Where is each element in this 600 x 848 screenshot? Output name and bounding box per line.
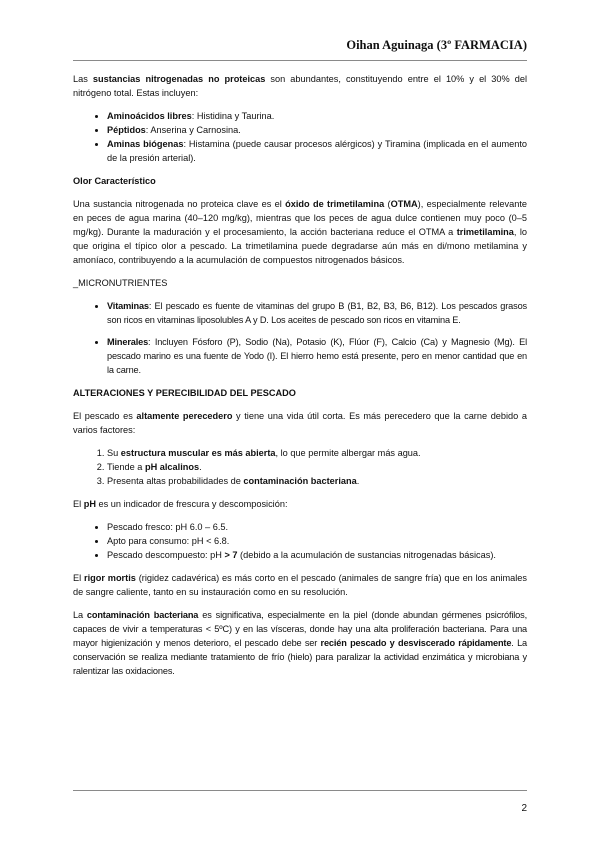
list-item: • Minerales: Incluyen Fósforo (P), Sodio (Na), Potasio (K), Flúor (F), Calcio (Ca) y Magnesio (Mg). El pescado marino es una fuente de Yodo (I). El hierro hemo está presente, pero en menor cantidad que en la carne. [107, 335, 527, 377]
list-item: • Pescado descompuesto: pH > 7 (debido a la acumulación de sustancias nitrogenadas básicas). [107, 548, 527, 562]
page-body [73, 72, 527, 687]
intro-paragraph: Las sustancias nitrogenadas no proteicas son abundantes, constituyendo entre el 10% y el 30% del nitrógeno total. Estas incluyen: [73, 74, 527, 98]
contaminacion-paragraph: La contaminación bacteriana es significativa, especialmente en la piel (donde abundan gérmenes psicrófilos, capaces de vivir a temperaturas < 5ºC) y en las vísceras, donde hay una alta proliferación bacteriana. Para una mayor higienización y menos deterioro, el pescado debe ser recién pescado y desviscerado rápidamente. La conservación se realiza mediante tratamiento de frío (hielo) para paralizar la actividad enzimática y microbiana y ralentizar las oxidaciones. [73, 610, 527, 676]
ph-paragraph: El pH es un indicador de frescura y descomposición: [73, 499, 288, 509]
section-heading-alteraciones: ALTERACIONES Y PERECIBILIDAD DEL PESCADO [73, 388, 296, 398]
list-item: • Aminas biógenas: Histamina (puede causar procesos alérgicos) y Tiramina (implicada en el aumento de la presión arterial). [107, 137, 527, 165]
list-item: • Aminoácidos libres: Histidina y Taurina. [107, 109, 527, 123]
list-item: 2. Tiende a pH alcalinos. [107, 460, 527, 474]
rigor-mortis-paragraph: El rigor mortis (rigidez cadavérica) es más corto en el pescado (animales de sangre fría) que en los animales de sangre caliente, tanto en su instauración como en su resolución. [73, 573, 527, 597]
perishability-factors-list [73, 446, 527, 488]
document-header-author: Oihan Aguinaga (3º FARMACIA) [346, 38, 527, 52]
section-heading-micronutrientes: _MICRONUTRIENTES [73, 278, 168, 288]
ph-values-list [73, 520, 527, 562]
list-item: • Pescado fresco: pH 6.0 – 6.5. [107, 520, 527, 534]
nitrogen-compounds-list [73, 109, 527, 165]
list-item: 3. Presenta altas probabilidades de contaminación bacteriana. [107, 474, 527, 488]
footer-divider [73, 790, 527, 791]
list-item: • Péptidos: Anserina y Carnosina. [107, 123, 527, 137]
section-heading-olor: Olor Característico [73, 176, 156, 186]
list-item: 1. Su estructura muscular es más abierta, lo que permite albergar más agua. [107, 446, 527, 460]
perecibilidad-paragraph: El pescado es altamente perecedero y tiene una vida útil corta. Es más perecedero que la carne debido a varios factores: [73, 411, 527, 435]
header-divider [73, 60, 527, 61]
list-item: • Vitaminas: El pescado es fuente de vitaminas del grupo B (B1, B2, B3, B6, B12). Los pescados grasos son ricos en vitaminas liposolubles A y D. Los aceites de pescado son ricos en vitamina E. [107, 299, 527, 327]
micronutrients-list [73, 299, 527, 377]
list-item: • Apto para consumo: pH < 6.8. [107, 534, 527, 548]
olor-paragraph: Una sustancia nitrogenada no proteica clave es el óxido de trimetilamina (OTMA), especialmente relevante en peces de agua marina (40–120 mg/kg), mientras que los peces de agua dulce contienen muy poco (0–5 mg/kg). Durante la maduración y el procesamiento, la acción bacteriana reduce el OTMA a trimetilamina, lo que origina el típico olor a pescado. La trimetilamina puede degradarse aún más en di/mono metilamina y amoníaco, contribuyendo a la acumulación de compuestos nitrogenados básicos. [73, 199, 527, 265]
page-number: 2 [521, 803, 527, 814]
